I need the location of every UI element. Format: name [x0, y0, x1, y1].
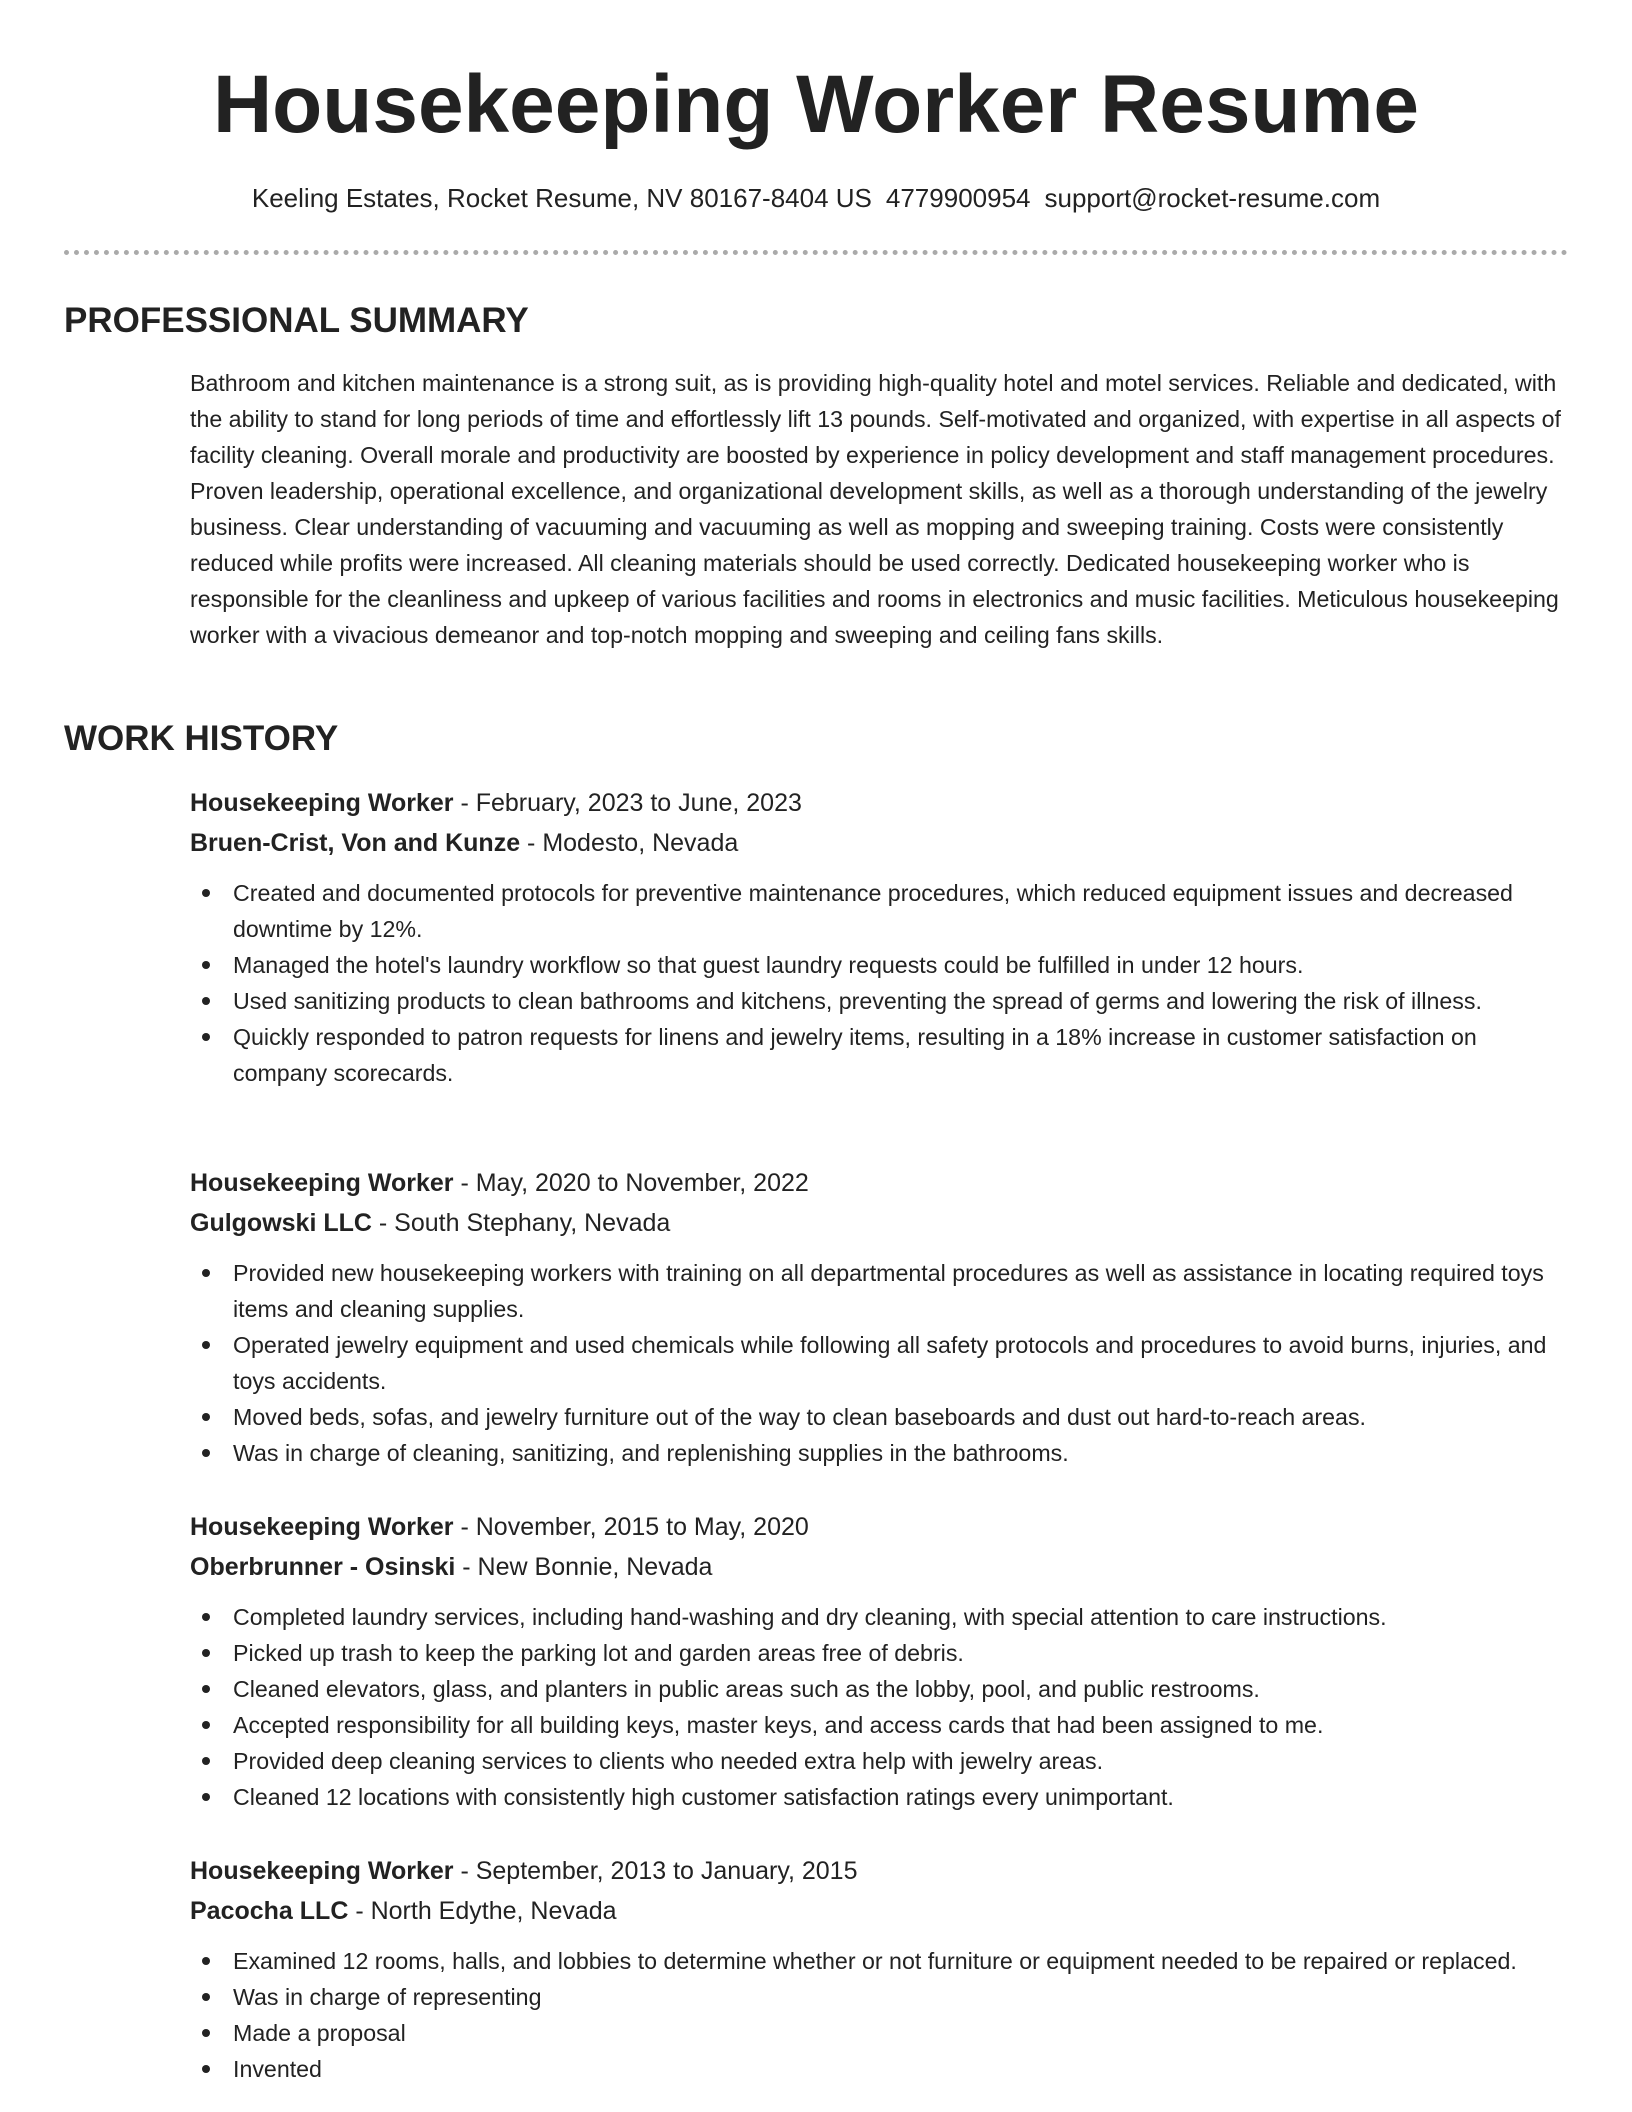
list-item: Examined 12 rooms, halls, and lobbies to determine whether or not furniture or equipment needed to be repaired or replaced. [190, 1943, 1570, 1979]
header-divider [64, 250, 1568, 255]
contact-phone: 4779900954 [885, 183, 1031, 213]
resume-title: Housekeeping Worker Resume [212, 59, 1420, 150]
job-dates: - September, 2013 to January, 2015 [453, 1857, 858, 1885]
job-location: - North Edythe, Nevada [348, 1897, 617, 1925]
job-dates: - February, 2023 to June, 2023 [453, 789, 802, 817]
job-company: Pacocha LLC [190, 1897, 349, 1925]
job-location: - New Bonnie, Nevada [455, 1553, 713, 1581]
job-title-line [190, 783, 1570, 823]
work-history-heading: WORK HISTORY [64, 719, 339, 758]
job-company: Bruen-Crist, Von and Kunze [190, 829, 521, 857]
job-title: Housekeeping Worker [190, 789, 454, 817]
list-item: Managed the hotel's laundry workflow so that guest laundry requests could be fulfilled in under 12 hours. [190, 947, 1570, 983]
list-item: Moved beds, sofas, and jewelry furniture out of the way to clean baseboards and dust out hard-to-reach areas. [190, 1399, 1570, 1435]
job-location: - South Stephany, Nevada [371, 1209, 671, 1237]
list-item: Completed laundry services, including hand-washing and dry cleaning, with special attention to care instructions. [190, 1599, 1570, 1635]
job-dates: - May, 2020 to November, 2022 [453, 1169, 809, 1197]
list-item: Provided new housekeeping workers with training on all departmental procedures as well as assistance in locating required toys items and cleaning supplies. [190, 1255, 1570, 1327]
job-location: - Modesto, Nevada [520, 829, 739, 857]
summary-heading: PROFESSIONAL SUMMARY [64, 301, 529, 340]
list-item: Provided deep cleaning services to clients who needed extra help with jewelry areas. [190, 1743, 1570, 1779]
job-dates: - November, 2015 to May, 2020 [453, 1513, 809, 1541]
list-item: Accepted responsibility for all building keys, master keys, and access cards that had been assigned to me. [190, 1707, 1570, 1743]
list-item: Created and documented protocols for preventive maintenance procedures, which reduced equipment issues and decreased downtime by 12%. [190, 875, 1570, 947]
job-title: Housekeeping Worker [190, 1857, 454, 1885]
contact-line [0, 178, 1632, 218]
job-bullets [190, 1943, 1570, 2087]
list-item: Was in charge of cleaning, sanitizing, and replenishing supplies in the bathrooms. [190, 1435, 1570, 1471]
job-bullets [190, 1599, 1570, 1815]
list-item: Was in charge of representing [190, 1979, 1570, 2015]
job-company-line [190, 823, 1570, 863]
list-item: Picked up trash to keep the parking lot and garden areas free of debris. [190, 1635, 1570, 1671]
job-title: Housekeeping Worker [190, 1513, 454, 1541]
job-title-line [190, 1507, 1570, 1547]
list-item: Used sanitizing products to clean bathrooms and kitchens, preventing the spread of germs and lowering the risk of illness. [190, 983, 1570, 1019]
job-company: Oberbrunner - Osinski [190, 1553, 456, 1581]
list-item: Quickly responded to patron requests for linens and jewelry items, resulting in a 18% increase in customer satisfaction on company scorecards. [190, 1019, 1570, 1091]
job-company-line [190, 1203, 1570, 1243]
job-entry-2 [190, 1163, 1570, 1471]
list-item: Made a proposal [190, 2015, 1570, 2051]
list-item: Cleaned elevators, glass, and planters in public areas such as the lobby, pool, and public restrooms. [190, 1671, 1570, 1707]
job-entry-3 [190, 1507, 1570, 1815]
job-company-line [190, 1547, 1570, 1587]
job-entry-1 [190, 783, 1570, 1091]
job-bullets [190, 875, 1570, 1091]
job-title-line [190, 1163, 1570, 1203]
job-bullets [190, 1255, 1570, 1471]
summary-text: Bathroom and kitchen maintenance is a strong suit, as is providing high-quality hotel and motel services. Reliable and dedicated, with the ability to stand for long periods of time and effortlessly lift 13 pounds. Self-motivated and organized, with expertise in all aspects of facility cleaning. Overall morale and productivity are boosted by experience in policy development and staff management procedures. Proven leadership, operational excellence, and organizational development skills, as well as a thorough understanding of the jewelry business. Clear understanding of vacuuming and vacuuming as well as mopping and sweeping training. Costs were consistently reduced while profits were increased. All cleaning materials should be used correctly. Dedicated housekeeping worker who is responsible for the cleanliness and upkeep of various facilities and rooms in electronics and music facilities. Meticulous housekeeping worker with a vivacious demeanor and top-notch mopping and sweeping and ceiling fans skills. [190, 370, 1561, 648]
job-title-line [190, 1851, 1570, 1891]
contact-address: Keeling Estates, Rocket Resume, NV 80167-8404 US [251, 183, 872, 213]
job-title: Housekeeping Worker [190, 1169, 454, 1197]
list-item: Invented [190, 2051, 1570, 2087]
contact-email: support@rocket-resume.com [1044, 183, 1381, 213]
job-entry-4 [190, 1851, 1570, 2087]
list-item: Cleaned 12 locations with consistently high customer satisfaction ratings every unimportant. [190, 1779, 1570, 1815]
job-company: Gulgowski LLC [190, 1209, 372, 1237]
list-item: Operated jewelry equipment and used chemicals while following all safety protocols and procedures to avoid burns, injuries, and toys accidents. [190, 1327, 1570, 1399]
job-company-line [190, 1891, 1570, 1931]
